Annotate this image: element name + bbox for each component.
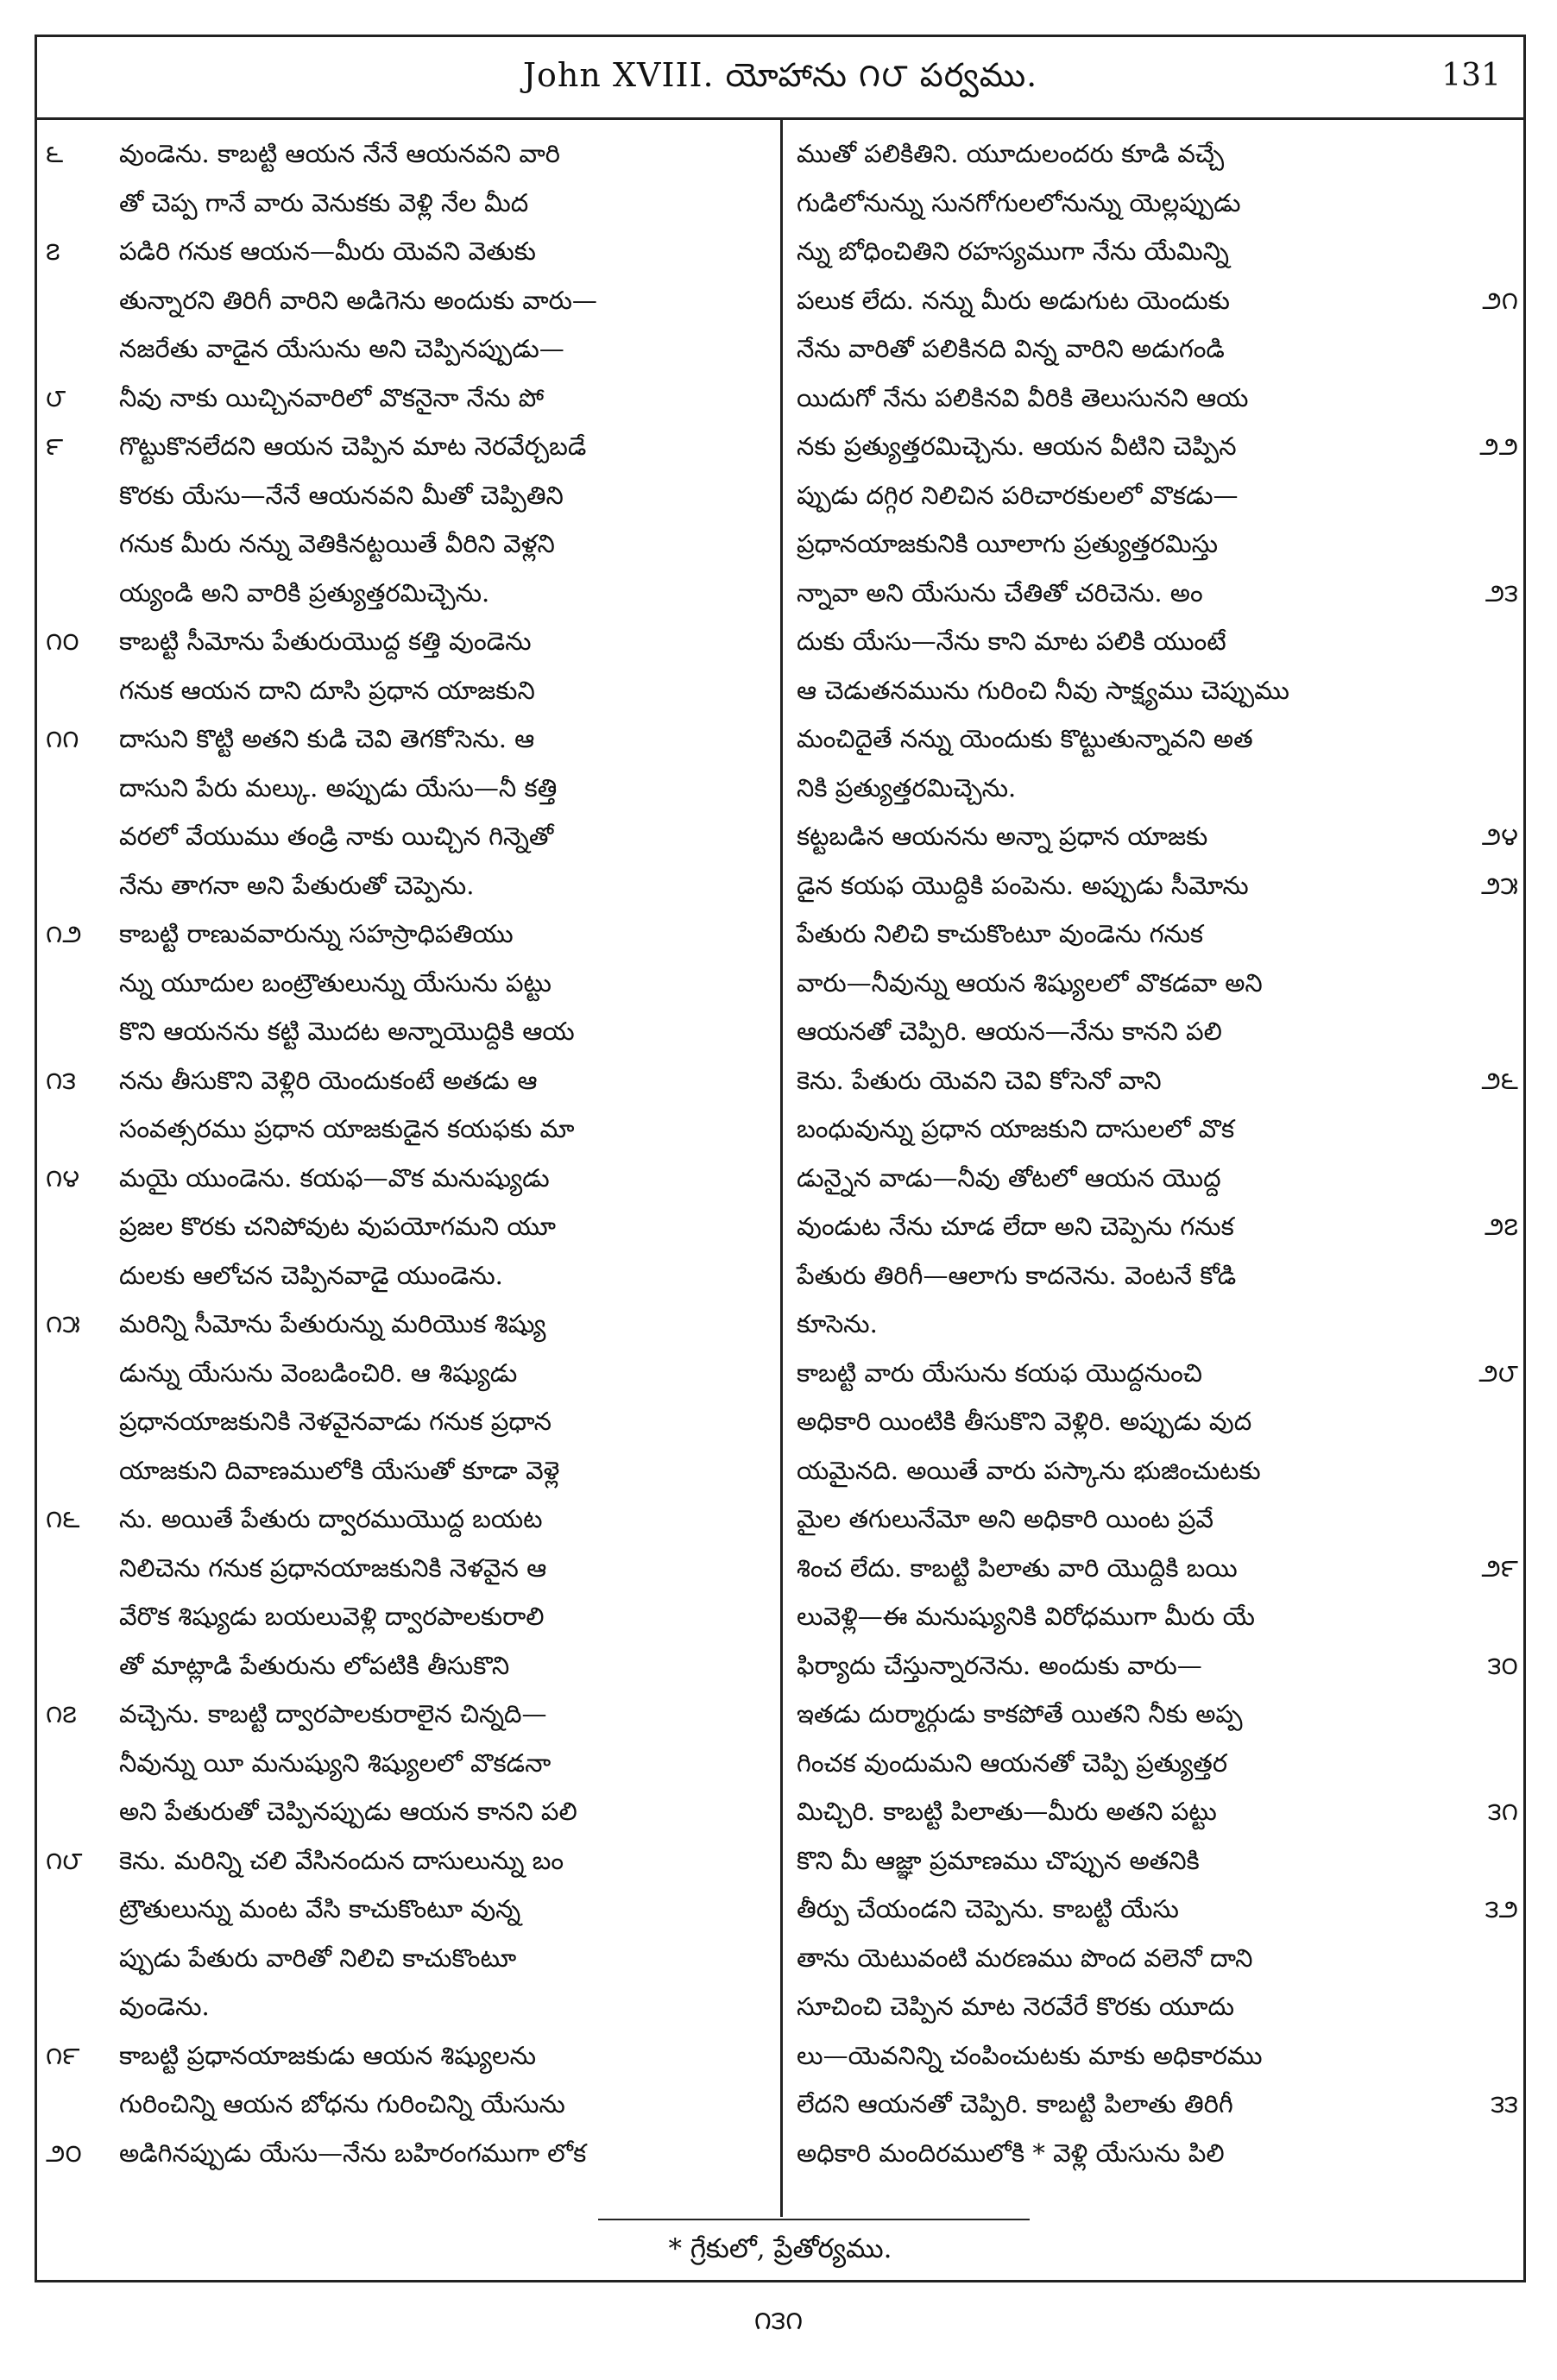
line-text: తో చెప్ప గానే వారు వెనుకకు వెళ్లి నేల మీద (119, 187, 529, 217)
page-frame (35, 35, 1526, 2282)
line-text: నీవు నాకు యిచ్చినవారిలో వొకనైనా నేను పో (119, 382, 545, 412)
line-text: యాజకుని దివాణములోకి యేసుతో కూడా వెళ్లె (119, 1455, 560, 1485)
text-line (37, 472, 780, 519)
text-line (783, 325, 1523, 372)
text-line (37, 570, 780, 616)
line-text: ప్రధానయాజకునికి యీలాగు ప్రత్యుత్తరమిస్తు (797, 529, 1219, 558)
text-line (783, 1008, 1523, 1055)
line-text: బంధువున్ను ప్రధాన యాజకుని దాసులలో వొక (797, 1114, 1235, 1143)
line-text: వారు—నీవున్ను ఆయన శిష్యులలో వొకడవా అని (797, 967, 1263, 998)
line-text: వుండుట నేను చూడ లేదా అని చెప్పెను గనుక (797, 1212, 1234, 1241)
verse-number: ౧౨ (46, 919, 82, 948)
line-text: దుకు యేసు—నేను కాని మాట పలికి యుంటే (797, 626, 1226, 656)
verse-number: ౧౫ (46, 1309, 80, 1338)
verse-number: ౩౨ (1485, 1894, 1518, 1924)
text-line (783, 2081, 1523, 2127)
verse-number: ౨౩ (1485, 577, 1518, 608)
verse-number: ౨౧ (1482, 285, 1518, 315)
line-text: నేను వారితో పలికినది విన్న వారిని అడుగండి (797, 334, 1225, 363)
text-line (783, 765, 1523, 811)
verse-number: ౨౫ (1480, 870, 1518, 900)
verse-number: ౨౪ (1481, 822, 1518, 851)
line-text: ఇతడు దుర్మార్గుడు కాకపోతే యితని నీకు అప్ప (797, 1699, 1243, 1728)
line-text: గనుక మీరు నన్ను వెతికినట్టయితే వీరిని వెళ్లని (119, 529, 555, 558)
line-text: నేను తాగనా అని పేతురుతో చెప్పెను. (119, 870, 475, 900)
line-text: నీవున్ను యీ మనుష్యుని శిష్యులలో వొకడనా (119, 1747, 552, 1778)
text-line (37, 520, 780, 567)
text-line (37, 1593, 780, 1640)
line-text: కెను. మరిన్ని చలి వేసినందున దాసులున్ను బం (119, 1845, 564, 1875)
text-line (37, 1252, 780, 1299)
text-line (783, 960, 1523, 1006)
text-line (783, 813, 1523, 859)
line-text: డైన కయఫ యొద్దికి పంపెను. అప్పుడు సీమోను (797, 870, 1249, 900)
line-text: గుడిలోనున్ను సునగోగులలోనున్ను యెల్లప్పుడు (797, 187, 1241, 217)
text-line (37, 1057, 780, 1104)
text-line (783, 1057, 1523, 1104)
text-line (37, 130, 780, 177)
verse-number: ౯ (46, 431, 64, 461)
line-text: ట్రౌతులున్ను మంట వేసి కాచుకొంటూ వున్న (119, 1894, 521, 1924)
line-text: డున్నైన వాడు—నీవు తోటలో ఆయన యొద్ద (797, 1162, 1221, 1193)
verse-number: ౧౪ (46, 1162, 80, 1193)
text-line (37, 277, 780, 324)
text-line (783, 1837, 1523, 1884)
verse-number: ౧౧ (46, 724, 79, 753)
text-line (783, 862, 1523, 909)
text-line (783, 1886, 1523, 1932)
line-text: ఫిర్యాదు చేస్తున్నారనెను. అందుకు వారు— (797, 1650, 1202, 1680)
text-line (783, 1740, 1523, 1786)
line-text: నజరేతు వాడైన యేసును అని చెప్పినప్పుడు— (119, 334, 564, 363)
text-line (37, 667, 780, 714)
line-text: ప్రజల కొరకు చనిపోవుట వుపయోగమని యూ (119, 1212, 557, 1241)
text-line (37, 1398, 780, 1445)
text-line (783, 1642, 1523, 1689)
text-line (783, 1252, 1523, 1299)
line-text: కాబట్టి సీమోను పేతురుయొద్ద కత్తి వుండెను (119, 626, 532, 656)
text-line (37, 765, 780, 811)
line-text: అని పేతురుతో చెప్పినప్పుడు ఆయన కానని పలి (119, 1797, 577, 1826)
line-text: గొట్టుకొనలేదని ఆయన చెప్పిన మాట నెరవేర్చబడే (119, 431, 587, 461)
text-line (783, 1350, 1523, 1396)
line-text: గించక వుందుమని ఆయనతో చెప్పి ప్రత్యుత్తర (797, 1747, 1228, 1778)
line-text: సూచించి చెప్పిన మాట నెరవేరే కొరకు యూదు (797, 1992, 1235, 2021)
text-line (783, 179, 1523, 226)
footnote: * గ్రేకులో, ప్రేతోర్యము. (668, 2233, 892, 2264)
text-line (783, 277, 1523, 324)
line-text: ముతో పలికితిని. యూదులందరు కూడి వచ్చే (797, 139, 1225, 168)
text-line (783, 228, 1523, 274)
text-line (783, 715, 1523, 762)
text-line (783, 423, 1523, 469)
line-text: తో మాట్లాడి పేతురును లోపటికి తీసుకొని (119, 1650, 510, 1680)
text-line (37, 2081, 780, 2127)
verse-number: ౩౦ (1487, 1650, 1518, 1680)
verse-number: ౧౭ (46, 1699, 77, 1728)
text-line (37, 1495, 780, 1542)
line-text: కాబట్టి ప్రధానయాజకుడు ఆయన శిష్యులను (119, 2040, 537, 2070)
text-line (783, 1105, 1523, 1152)
line-text: ను. అయితే పేతురు ద్వారముయొద్ద బయట (119, 1504, 543, 1533)
line-text: ప్పుడు పేతురు వారితో నిలిచి కాచుకొంటూ (119, 1942, 517, 1973)
line-text: కాబట్టి రాణువవారున్ను సహస్రాధిపతియు (119, 919, 514, 948)
verse-number: ౧౩ (46, 1065, 77, 1095)
text-line (37, 2130, 780, 2176)
line-text: ఆయనతో చెప్పిరి. ఆయన—నేను కానని పలి (797, 1017, 1222, 1046)
verse-number: ౭ (46, 236, 60, 266)
page-number: 131 (1441, 58, 1501, 93)
text-line (37, 1691, 780, 1737)
running-title: John XVIII. యోహాను ౧౮ పర్వము. (522, 56, 1038, 94)
text-line (783, 910, 1523, 957)
line-text: గురించిన్ని ఆయన బోధను గురించిన్ని యేసును (119, 2089, 565, 2119)
text-line (783, 130, 1523, 177)
text-line (37, 1886, 780, 1932)
text-line (783, 1983, 1523, 2030)
line-text: పలుక లేదు. నన్ను మీరు అడుగుట యెందుకు (797, 285, 1230, 315)
line-text: మయై యుండెను. కయఫ—వొక మనుష్యుడు (119, 1162, 550, 1193)
verse-number: ౨౭ (1484, 1212, 1518, 1241)
text-line (783, 1155, 1523, 1201)
line-text: మరిన్ని సీమోను పేతురున్ను మరియొక శిష్యు (119, 1309, 546, 1338)
line-text: మైల తగులునేమో అని అధికారి యింట ప్రవే (797, 1504, 1213, 1533)
left-column (37, 120, 783, 2217)
line-text: వచ్చెను. కాబట్టి ద్వారపాలకురాలైన చిన్నది— (119, 1699, 547, 1728)
verse-number: ౨౯ (1481, 1552, 1518, 1583)
line-text: గనుక ఆయన దాని దూసి ప్రధాన యాజకుని (119, 675, 535, 705)
line-text: దాసుని పేరు మల్కు. అప్పుడు యేసు—నీ కత్తి (119, 772, 558, 803)
text-line (783, 1545, 1523, 1591)
verse-number: ౨౬ (1481, 1065, 1518, 1095)
text-line (37, 1447, 780, 1494)
line-text: న్ను యూదుల బంట్రౌతులున్ను యేసును పట్టు (119, 967, 552, 998)
text-line (37, 1740, 780, 1786)
line-text: మంచిదైతే నన్ను యెందుకు కొట్టుతున్నావని అత (797, 724, 1253, 753)
text-line (37, 960, 780, 1006)
verse-number: ౨౮ (1478, 1357, 1518, 1388)
line-text: తాను యెటువంటి మరణము పొంద వలెనో దాని (797, 1942, 1253, 1973)
line-text: అధికారి మందిరములోకి * వెళ్లి యేసును పిలి (797, 2138, 1225, 2168)
line-text: ప్రధానయాజకునికి నెళవైనవాడు గనుక ప్రధాన (119, 1407, 552, 1436)
line-text: పడిరి గనుక ఆయన—మీరు యెవని వెతుకు (119, 236, 536, 266)
verse-number: ౧౯ (46, 2040, 80, 2070)
text-line (37, 1935, 780, 1981)
line-text: నికి ప్రత్యుత్తరమిచ్చెను. (797, 772, 1017, 803)
line-text: దులకు ఆలోచన చెప్పినవాడై యుండెను. (119, 1260, 503, 1290)
text-line (37, 179, 780, 226)
verse-number: ౧౦ (46, 626, 79, 656)
text-line (37, 325, 780, 372)
text-line (37, 228, 780, 274)
line-text: వుండెను. (119, 1992, 210, 2021)
verse-number: ౨౨ (1479, 431, 1518, 461)
line-text: కొని మీ ఆజ్ఞా ప్రమాణము చొప్పున అతనికి (797, 1845, 1200, 1875)
text-line (37, 1837, 780, 1884)
line-text: న్ను బోధించితిని రహస్యముగా నేను యేమిన్ని (797, 236, 1229, 266)
line-text: యమైనది. అయితే వారు పస్కాను భుజించుటకు (797, 1455, 1261, 1485)
line-text: కెను. పేతురు యెవని చెవి కోసెనో వాని (797, 1065, 1162, 1095)
text-line (37, 2032, 780, 2079)
verse-number: ౧౬ (46, 1504, 80, 1533)
line-text: డున్ను యేసును వెంబడించిరి. ఆ శిష్యుడు (119, 1357, 518, 1388)
verse-number: ౧౮ (46, 1845, 83, 1875)
line-text: వేరొక శిష్యుడు బయలువెళ్లి ద్వారపాలకురాలి (119, 1602, 545, 1631)
text-line (783, 1398, 1523, 1445)
line-text: పేతురు నిలిచి కాచుకొంటూ వుండెను గనుక (797, 919, 1204, 948)
text-line (37, 862, 780, 909)
text-line (37, 1642, 780, 1689)
line-text: లేదని ఆయనతో చెప్పిరి. కాబట్టి పిలాతు తిరిగీ (797, 2089, 1233, 2119)
line-text: వరలో వేయుము తండ్రి నాకు యిచ్చిన గిన్నెతో (119, 822, 554, 851)
line-text: శించ లేదు. కాబట్టి పిలాతు వారి యొద్దికి బయి (797, 1552, 1238, 1583)
line-text: పేతురు తిరిగీ—ఆలాగు కాదనెను. వెంటనే కోడి (797, 1260, 1237, 1290)
text-line (783, 472, 1523, 519)
line-text: కాబట్టి వారు యేసును కయఫ యొద్దనుంచి (797, 1357, 1203, 1388)
text-line (783, 520, 1523, 567)
text-line (37, 1350, 780, 1396)
page-header (37, 37, 1523, 120)
line-text: య్యండి అని వారికి ప్రత్యుత్తరమిచ్చెను. (119, 577, 490, 608)
line-text: సంవత్సరము ప్రధాన యాజకుడైన కయఫకు మా (119, 1114, 575, 1143)
text-line (783, 1300, 1523, 1347)
line-text: కొరకు యేసు—నేనే ఆయనవని మీతో చెప్పితిని (119, 480, 564, 510)
line-text: ఆ చెడుతనమును గురించి నీవు సాక్ష్యము చెప్పుము (797, 675, 1289, 705)
text-line (783, 2032, 1523, 2079)
line-text: లువెళ్లి—ఈ మనుష్యునికి విరోధముగా మీరు యే (797, 1602, 1255, 1631)
signature-mark: ౧౩౧ (753, 2306, 804, 2336)
line-text: నకు ప్రత్యుత్తరమిచ్చెను. ఆయన వీటిని చెప్పిన (797, 431, 1237, 461)
line-text: మిచ్చిరి. కాబట్టి పిలాతు—మీరు అతని పట్టు (797, 1797, 1217, 1826)
line-text: దాసుని కొట్టి అతని కుడి చెవి తెగకోసెను. ఆ (119, 724, 535, 753)
right-column (783, 120, 1523, 2217)
text-line (783, 618, 1523, 664)
text-line (37, 1545, 780, 1591)
text-line (37, 1105, 780, 1152)
verse-number: ౮ (46, 382, 66, 412)
text-line (37, 1983, 780, 2030)
text-line (37, 715, 780, 762)
line-text: కట్టబడిన ఆయనను అన్నా ప్రధాన యాజకు (797, 822, 1208, 851)
text-line (783, 1447, 1523, 1494)
text-line (37, 1300, 780, 1347)
text-line (783, 1788, 1523, 1835)
text-line (37, 1203, 780, 1250)
line-text: న్నావా అని యేసును చేతితో చరిచెను. అం (797, 577, 1203, 608)
line-text: తీర్పు చేయండని చెప్పెను. కాబట్టి యేసు (797, 1894, 1179, 1924)
text-line (783, 570, 1523, 616)
line-text: కొని ఆయనను కట్టి మొదట అన్నాయొద్దికి ఆయ (119, 1017, 575, 1046)
verse-number: ౬ (46, 139, 64, 168)
line-text: అడిగినప్పుడు యేసు—నేను బహిరంగముగా లోక (119, 2138, 587, 2168)
line-text: తున్నారని తిరిగీ వారిని అడిగెను అందుకు వారు— (119, 285, 597, 315)
line-text: లు—యెవనిన్ని చంపించుటకు మాకు అధికారము (797, 2040, 1263, 2070)
footnote-rule (598, 2219, 1030, 2220)
text-line (783, 667, 1523, 714)
text-line (37, 910, 780, 957)
text-line (783, 1691, 1523, 1737)
verse-number: ౩౧ (1487, 1797, 1518, 1826)
text-line (37, 423, 780, 469)
text-line (783, 1495, 1523, 1542)
verse-number: ౩౩ (1491, 2089, 1518, 2119)
line-text: కూసెను. (797, 1309, 878, 1338)
line-text: నను తీసుకొని వెళ్లిరి యెందుకంటే అతడు ఆ (119, 1065, 538, 1095)
verse-number: ౨౦ (46, 2138, 82, 2168)
text-line (37, 813, 780, 859)
text-line (37, 1008, 780, 1055)
text-line (37, 1788, 780, 1835)
text-line (783, 1935, 1523, 1981)
text-line (37, 1155, 780, 1201)
line-text: అధికారి యింటికి తీసుకొని వెళ్లిరి. అప్పుడు వుద (797, 1407, 1252, 1436)
text-line (37, 375, 780, 421)
text-line (783, 375, 1523, 421)
text-line (783, 2130, 1523, 2176)
line-text: ప్పుడు దగ్గిర నిలిచిన పరిచారకులలో వొకడు— (797, 480, 1239, 510)
line-text: నిలిచెను గనుక ప్రధానయాజకునికి నెళవైన ఆ (119, 1552, 547, 1583)
text-line (783, 1203, 1523, 1250)
line-text: యిదుగో నేను పలికినవి వీరికి తెలుసునని ఆయ (797, 382, 1249, 412)
text-line (37, 618, 780, 664)
line-text: వుండెను. కాబట్టి ఆయన నేనే ఆయనవని వారి (119, 139, 560, 168)
text-line (783, 1593, 1523, 1640)
